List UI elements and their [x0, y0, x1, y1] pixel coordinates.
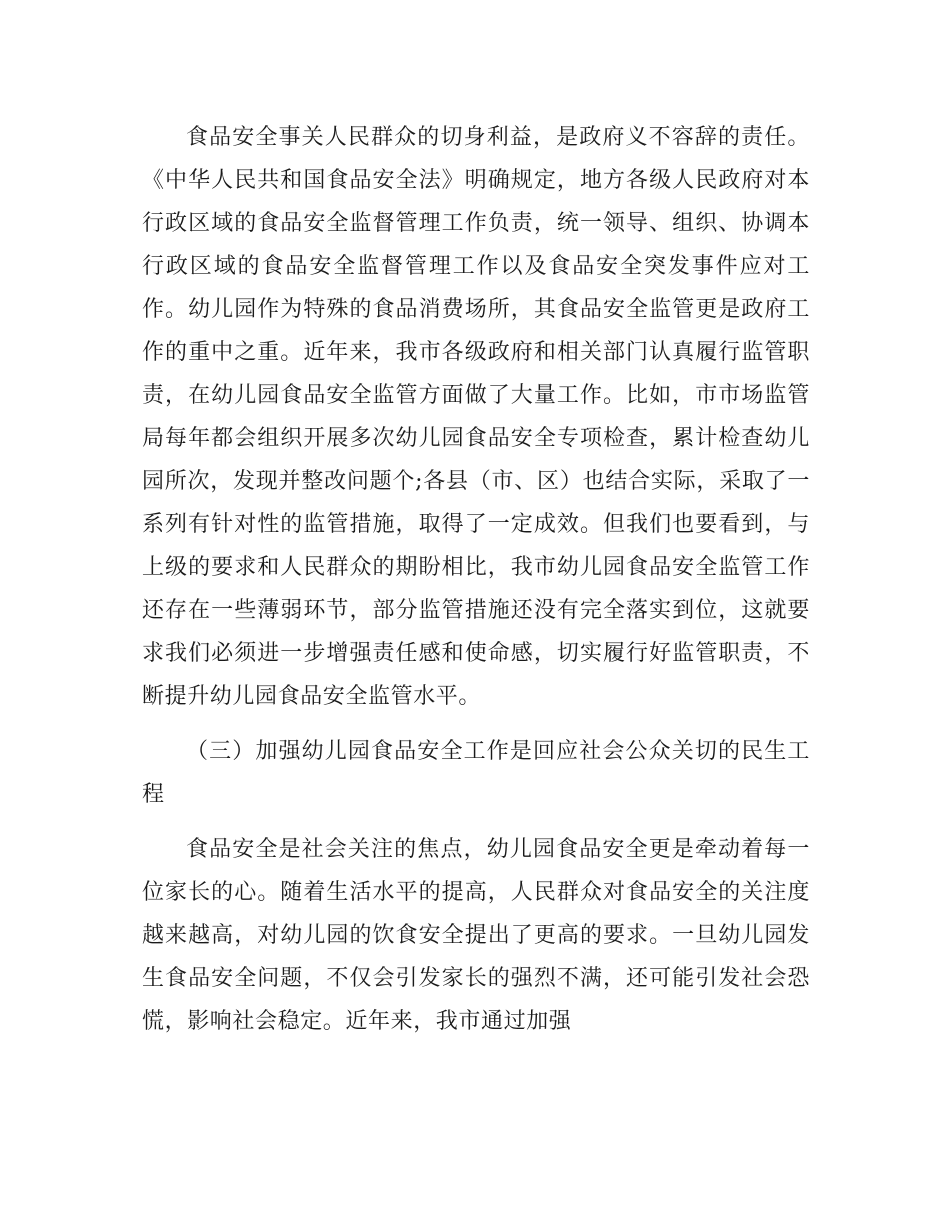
paragraph-government-responsibility: 食品安全事关人民群众的切身利益，是政府义不容辞的责任。《中华人民共和国食品安全法》明确规定，地方各级人民政府对本行政区域的食品安全监督管理工作负责，统一领导、组织、协调本行政区域的食品安全监督管理工作以及食品安全突发事件应对工作。幼儿园作为特殊的食品消费场所，其食品安全监管更是政府工作的重中之重。近年来，我市各级政府和相关部门认真履行监管职责，在幼儿园食品安全监管方面做了大量工作。比如，市市场监管局每年都会组织开展多次幼儿园食品安全专项检查，累计检查幼儿园所次，发现并整改问题个;各县（市、区）也结合实际，采取了一系列有针对性的监管措施，取得了一定成效。但我们也要看到，与上级的要求和人民群众的期盼相比，我市幼儿园食品安全监管工作还存在一些薄弱环节，部分监管措施还没有完全落实到位，这就要求我们必须进一步增强责任感和使命感，切实履行好监管职责，不断提升幼儿园食品安全监管水平。	[142, 125, 810, 709]
document-body	[142, 116, 810, 1043]
paragraph-public-concern: 食品安全是社会关注的焦点，幼儿园食品安全更是牵动着每一位家长的心。随着生活水平的提高，人民群众对食品安全的关注度越来越高，对幼儿园的饮食安全提出了更高的要求。一旦幼儿园发生食品安全问题，不仅会引发家长的强烈不满，还可能引发社会恐慌，影响社会稳定。近年来，我市通过加强	[142, 837, 810, 1034]
section-heading-3: （三）加强幼儿园食品安全工作是回应社会公众关切的民生工程	[142, 739, 810, 807]
